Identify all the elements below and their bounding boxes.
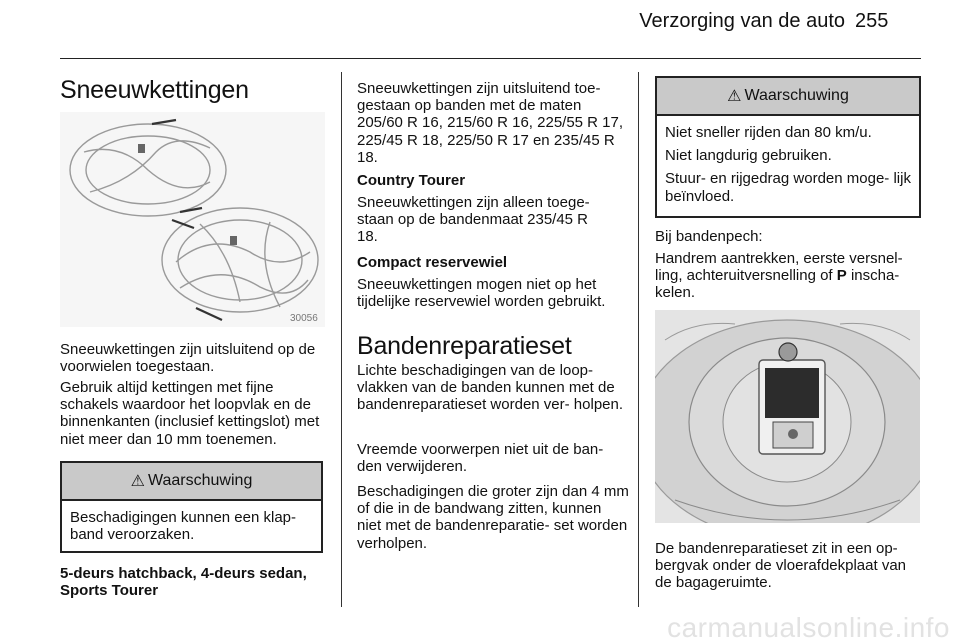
snow-chains-drawing bbox=[60, 112, 325, 327]
paragraph: Sneeuwkettingen mogen niet op het tijdelijke reservewiel worden gebruikt. bbox=[357, 276, 606, 311]
paragraph: Sneeuwkettingen zijn uitsluitend op de voorwielen toegestaan. bbox=[60, 341, 316, 376]
warning-title: Waarschuwing bbox=[744, 87, 849, 104]
warning-text: Niet langdurig gebruiken. bbox=[665, 147, 832, 165]
column-divider-2 bbox=[638, 72, 639, 607]
paragraph: Sneeuwkettingen zijn uitsluitend toe- gestaan op banden met de maten 205/60 R 16, 215/60 R 16, 225/55 R 17, 225/45 R 18, 225/50 R 17 en 235/45 R 18. bbox=[357, 80, 624, 166]
paragraph: Lichte beschadigingen van de loop- vlakken van de banden kunnen met de bandenreparatieset worden ver- holpen. bbox=[357, 362, 624, 414]
warning-title: Waarschuwing bbox=[148, 472, 253, 489]
warning-triangle-icon: ⚠ bbox=[130, 473, 145, 490]
paragraph: Handrem aantrekken, eerste versnel- ling, achteruitversnelling of P inscha- kelen. bbox=[655, 250, 903, 302]
warning-text: Stuur- en rijgedrag worden moge- lijk beïnvloed. bbox=[665, 170, 911, 205]
paragraph: Vreemde voorwerpen niet uit de ban- den verwijderen. bbox=[357, 441, 604, 476]
warning-header bbox=[62, 463, 321, 501]
section-heading-tyre-repair-kit: Bandenreparatieset bbox=[357, 332, 572, 360]
tyre-repair-kit-illustration bbox=[655, 310, 920, 523]
figure-number: 30056 bbox=[290, 313, 318, 324]
subheading-country-tourer: Country Tourer bbox=[357, 172, 466, 189]
paragraph: Sneeuwkettingen zijn alleen toege- staan op de bandenmaat 235/45 R 18. bbox=[357, 194, 590, 246]
watermark: carmanualsonline.info bbox=[667, 612, 950, 643]
warning-box bbox=[60, 461, 323, 553]
warning-box bbox=[655, 76, 921, 218]
running-header-title: Verzorging van de auto bbox=[639, 10, 845, 32]
paragraph: De bandenreparatieset zit in een op- bergvak onder de vloerafdekplaat van de bagageruimte. bbox=[655, 540, 907, 592]
paragraph: Gebruik altijd kettingen met fijne schakels waardoor het loopvlak en de binnenkanten (inclusief kettingslot) met niet meer dan 10 mm toenemen. bbox=[60, 379, 320, 448]
warning-text: Niet sneller rijden dan 80 km/u. bbox=[665, 124, 872, 141]
warning-header bbox=[657, 78, 919, 116]
column-divider-1 bbox=[341, 72, 342, 607]
subheading-compact-spare: Compact reservewiel bbox=[357, 254, 508, 271]
section-heading-snow-chains: Sneeuwkettingen bbox=[60, 76, 249, 104]
warning-text: Beschadigingen kunnen een klap- band veroorzaken. bbox=[70, 509, 297, 544]
warning-triangle-icon: ⚠ bbox=[727, 88, 742, 105]
snow-chains-illustration bbox=[60, 112, 325, 327]
subheading: 5-deurs hatchback, 4-deurs sedan, Sports Tourer bbox=[60, 565, 307, 600]
spare-wheel-well-drawing bbox=[655, 310, 920, 523]
paragraph: Beschadigingen die groter zijn dan 4 mm of die in de bandwang zitten, kunnen niet met de bandenreparatie- set worden verholpen. bbox=[357, 483, 629, 552]
page-number: 255 bbox=[855, 10, 889, 32]
paragraph: Bij bandenpech: bbox=[655, 228, 763, 245]
header-rule bbox=[60, 58, 921, 59]
